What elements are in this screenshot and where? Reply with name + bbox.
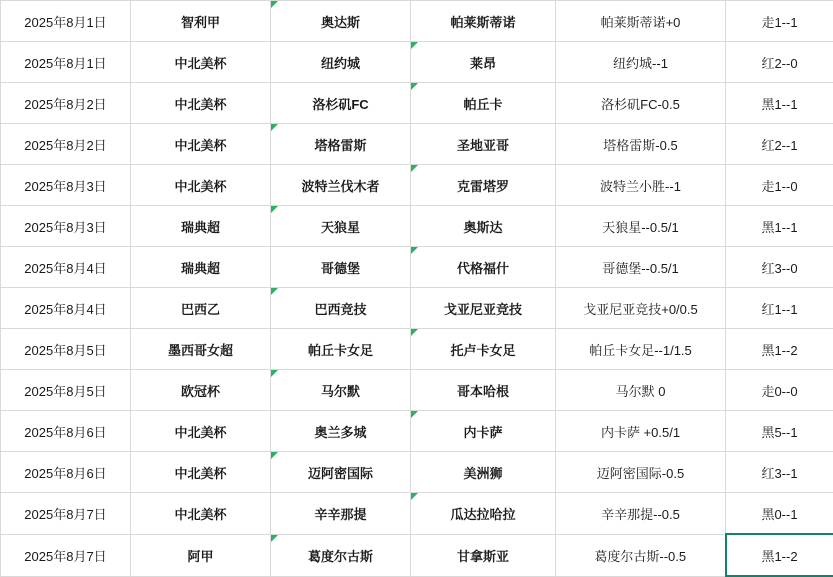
league-cell: 中北美杯 xyxy=(131,493,271,535)
handicap-cell: 辛辛那提--0.5 xyxy=(556,493,726,535)
away-team-cell: 克雷塔罗 xyxy=(411,165,556,206)
result-cell: 黑0--1 xyxy=(726,493,833,535)
handicap-cell: 天狼星--0.5/1 xyxy=(556,206,726,247)
league-cell: 中北美杯 xyxy=(131,124,271,165)
handicap-cell: 内卡萨 +0.5/1 xyxy=(556,411,726,452)
table-row xyxy=(1,124,833,165)
result-cell: 黑1--1 xyxy=(726,83,833,124)
home-team-cell: 纽约城 xyxy=(271,42,411,83)
home-team-cell: 波特兰伐木者 xyxy=(271,165,411,206)
home-team-cell: 巴西竞技 xyxy=(271,288,411,329)
match-date-cell: 2025年8月1日 xyxy=(1,42,131,83)
home-team-cell: 天狼星 xyxy=(271,206,411,247)
league-cell: 中北美杯 xyxy=(131,452,271,493)
league-cell: 智利甲 xyxy=(131,1,271,42)
table-row xyxy=(1,42,833,83)
result-cell: 走1--0 xyxy=(726,165,833,206)
result-cell: 红2--1 xyxy=(726,124,833,165)
match-date-cell: 2025年8月7日 xyxy=(1,493,131,535)
home-team-cell: 迈阿密国际 xyxy=(271,452,411,493)
away-team-cell: 代格福什 xyxy=(411,247,556,288)
table-row xyxy=(1,329,833,370)
match-date-cell: 2025年8月6日 xyxy=(1,411,131,452)
table-row xyxy=(1,1,833,42)
away-team-cell: 戈亚尼亚竞技 xyxy=(411,288,556,329)
table-row xyxy=(1,206,833,247)
away-team-cell: 奥斯达 xyxy=(411,206,556,247)
league-cell: 瑞典超 xyxy=(131,247,271,288)
match-date-cell: 2025年8月4日 xyxy=(1,247,131,288)
league-cell: 阿甲 xyxy=(131,534,271,576)
league-cell: 中北美杯 xyxy=(131,165,271,206)
away-team-cell: 帕丘卡 xyxy=(411,83,556,124)
result-cell: 红3--1 xyxy=(726,452,833,493)
match-date-cell: 2025年8月6日 xyxy=(1,452,131,493)
result-cell: 红3--0 xyxy=(726,247,833,288)
result-cell: 走1--1 xyxy=(726,1,833,42)
home-team-cell: 辛辛那提 xyxy=(271,493,411,535)
league-cell: 瑞典超 xyxy=(131,206,271,247)
handicap-cell: 波特兰小胜--1 xyxy=(556,165,726,206)
table-row xyxy=(1,411,833,452)
away-team-cell: 托卢卡女足 xyxy=(411,329,556,370)
result-cell: 走0--0 xyxy=(726,370,833,411)
handicap-cell: 纽约城--1 xyxy=(556,42,726,83)
league-cell: 欧冠杯 xyxy=(131,370,271,411)
table-row xyxy=(1,370,833,411)
match-date-cell: 2025年8月3日 xyxy=(1,165,131,206)
league-cell: 中北美杯 xyxy=(131,42,271,83)
handicap-cell: 哥德堡--0.5/1 xyxy=(556,247,726,288)
match-date-cell: 2025年8月3日 xyxy=(1,206,131,247)
handicap-cell: 迈阿密国际-0.5 xyxy=(556,452,726,493)
home-team-cell: 马尔默 xyxy=(271,370,411,411)
home-team-cell: 奥达斯 xyxy=(271,1,411,42)
handicap-cell: 戈亚尼亚竞技+0/0.5 xyxy=(556,288,726,329)
away-team-cell: 圣地亚哥 xyxy=(411,124,556,165)
away-team-cell: 甘拿斯亚 xyxy=(411,534,556,576)
home-team-cell: 奥兰多城 xyxy=(271,411,411,452)
league-cell: 中北美杯 xyxy=(131,83,271,124)
table-row xyxy=(1,493,833,535)
match-date-cell: 2025年8月4日 xyxy=(1,288,131,329)
result-cell: 黑1--2 xyxy=(726,329,833,370)
handicap-cell: 马尔默 0 xyxy=(556,370,726,411)
result-cell: 黑1--2 xyxy=(726,534,833,576)
result-cell: 红2--0 xyxy=(726,42,833,83)
away-team-cell: 莱昂 xyxy=(411,42,556,83)
handicap-cell: 帕丘卡女足--1/1.5 xyxy=(556,329,726,370)
away-team-cell: 帕莱斯蒂诺 xyxy=(411,1,556,42)
table-row xyxy=(1,452,833,493)
table-row xyxy=(1,534,833,576)
home-team-cell: 帕丘卡女足 xyxy=(271,329,411,370)
table-row xyxy=(1,288,833,329)
away-team-cell: 内卡萨 xyxy=(411,411,556,452)
result-cell: 黑1--1 xyxy=(726,206,833,247)
league-cell: 中北美杯 xyxy=(131,411,271,452)
league-cell: 巴西乙 xyxy=(131,288,271,329)
table-row xyxy=(1,165,833,206)
league-cell: 墨西哥女超 xyxy=(131,329,271,370)
away-team-cell: 美洲狮 xyxy=(411,452,556,493)
result-cell: 黑5--1 xyxy=(726,411,833,452)
table-row xyxy=(1,83,833,124)
handicap-cell: 帕莱斯蒂诺+0 xyxy=(556,1,726,42)
away-team-cell: 哥本哈根 xyxy=(411,370,556,411)
match-date-cell: 2025年8月5日 xyxy=(1,370,131,411)
match-date-cell: 2025年8月2日 xyxy=(1,124,131,165)
home-team-cell: 洛杉矶FC xyxy=(271,83,411,124)
result-cell: 红1--1 xyxy=(726,288,833,329)
match-date-cell: 2025年8月1日 xyxy=(1,1,131,42)
match-date-cell: 2025年8月5日 xyxy=(1,329,131,370)
match-date-cell: 2025年8月7日 xyxy=(1,534,131,576)
handicap-cell: 塔格雷斯-0.5 xyxy=(556,124,726,165)
home-team-cell: 葛度尔古斯 xyxy=(271,534,411,576)
away-team-cell: 瓜达拉哈拉 xyxy=(411,493,556,535)
home-team-cell: 塔格雷斯 xyxy=(271,124,411,165)
handicap-cell: 葛度尔古斯--0.5 xyxy=(556,534,726,576)
match-date-cell: 2025年8月2日 xyxy=(1,83,131,124)
table-row xyxy=(1,247,833,288)
handicap-cell: 洛杉矶FC-0.5 xyxy=(556,83,726,124)
home-team-cell: 哥德堡 xyxy=(271,247,411,288)
